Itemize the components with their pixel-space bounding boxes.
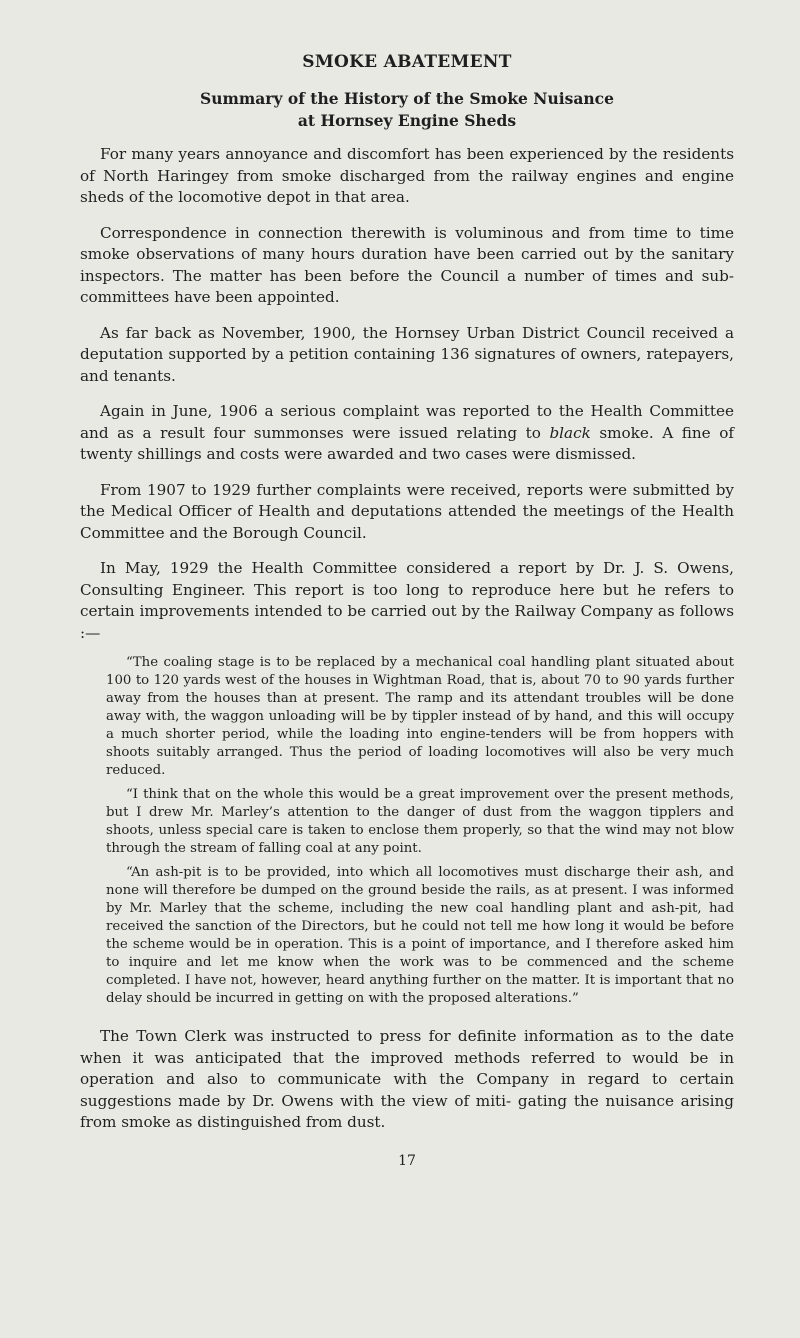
spacer [80,544,734,558]
paragraph-black-smoke [80,401,734,466]
paragraph-deputation: As far back as November, 1900, the Hornsey Urban District Council received a deputation supported by a petition containing 136 signatures of owners, ratepayers, and tenants. [80,323,734,385]
document-title: SMOKE ABATEMENT [302,52,512,72]
document-subtitle [80,88,734,132]
spacer [80,132,734,144]
spacer [80,466,734,480]
spacer [80,1008,734,1026]
paragraph-residents: For many years annoyance and discomfort has been experienced by the residents of North Haringey from smoke discharged from the railway engines and engine sheds of the locomotive depot in that area. [80,145,734,206]
quote-ash-pit: “An ash-pit is to be provided, into which all locomotives must discharge their ash, and none will therefore be dumped on the ground beside the rails, as at present. I was informed by Mr. Marley that the scheme, including the new coal handling plant and ash-pit, had received the sanction of the Directors, but he could not tell me how long it would be before the scheme would be in operation. This is a point of importance, and I therefore asked him to inquire and let me know when the work was to be commenced and the scheme completed. I have not, however, heard anything further on the matter. It is important that no delay should be incurred in getting on with the proposed alterations.” [106,865,734,1006]
subtitle-line-1: Summary of the History of the Smoke Nuisance [200,89,614,108]
black-emphasis: black [549,423,591,442]
spacer [80,387,734,401]
subtitle-line-2: at Hornsey Engine Sheds [297,111,517,130]
page-number: 17 [398,1152,416,1169]
paragraph-town-clerk: The Town Clerk was instructed to press for definite information as to the date when it was anticipated that the improved methods referred to would be in operation and also to communicate with the Company in regard to certain suggestions made by Dr. Owens with the view of miti- gating the nuisance arising from smoke as distinguished from dust. [80,1027,734,1131]
paragraph-black-smoke-start: Again in June, 1906 a serious complaint was reported to the Health Committee and as a result four summonses were issued relating to [80,402,734,442]
spacer [80,209,734,223]
quote-coaling-stage: “The coaling stage is to be replaced by a mechanical coal handling plant situated about 100 to 120 yards west of the houses in Wightman Road, that is, about 70 to 90 yards further away from the houses than at present. The ramp and its attendant troubles will be done away with, the waggon unloading will be by tippler instead of by hand, and this will occupy a much shorter period, while the loading into engine-tenders will be from hoppers with shoots suitably arranged. Thus the period of loading locomotives will also be very much reduced. [106,655,734,778]
quote-block [80,654,734,1008]
paragraph-correspondence: Correspondence in connection therewith is voluminous and from time to time smoke observations of many hours duration have been carried out by the sanitary inspectors. The matter has been before the Council a number of times and sub-committees have been appointed. [80,223,734,306]
paragraph-report: In May, 1929 the Health Committee considered a report by Dr. J. S. Owens, Consulting Engineer. This report is too long to reproduce here but he refers to certain improvements intended to be carried out by the Railway Company as follows :— [80,559,734,642]
paragraph-black-smoke-end: smoke. A fine of twenty shillings and costs were awarded and two cases were dismissed. [80,423,734,463]
quote-dust: “I think that on the whole this would be a great improvement over the present methods, but I drew Mr. Marley’s attention to the danger of dust from the waggon tipplers and shoots, unless special care is taken to enclose them properly, so that the wind may not blow through the stream of falling coal at any point. [106,787,734,856]
spacer [80,309,734,323]
paragraph-complaints: From 1907 to 1929 further complaints were received, reports were submitted by the Medical Officer of Health and deputations attended the meetings of the Health Committee and the Borough Council. [80,480,734,542]
